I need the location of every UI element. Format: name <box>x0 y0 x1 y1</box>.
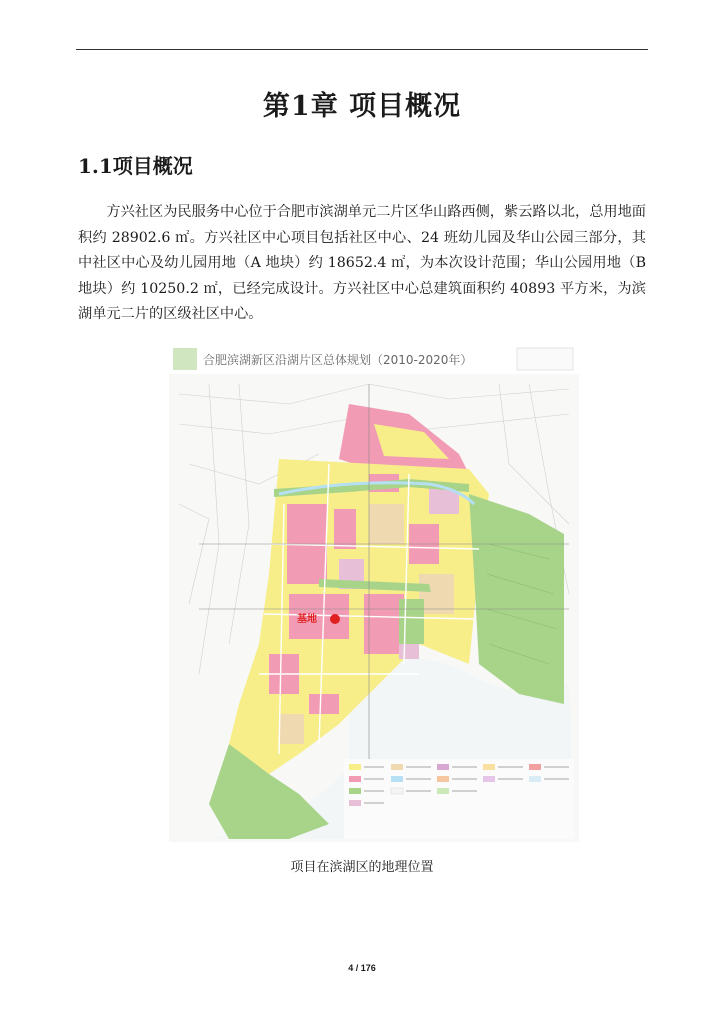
body-text <box>78 200 646 328</box>
body-paragraph: 方兴社区为民服务中心位于合肥市滨湖单元二片区华山路西侧，紫云路以北，总用地面积约 28902.6 ㎡。方兴社区中心项目包括社区中心、24 班幼儿园及华山公园三部分，其中社区中心及幼儿园用地（A 地块）约 18652.4 ㎡，为本次设计范围；华山公园用地（B 地块）约 10250.2 ㎡，已经完成设计。方兴社区中心总建筑面积约 40893 平方米，为滨湖单元二片的区级社区中心。 <box>78 204 646 322</box>
planning-map <box>169 344 579 842</box>
site-marker-icon <box>330 614 340 624</box>
figure-caption: 项目在滨湖区的地理位置 <box>290 860 434 875</box>
section-title: 1.1项目概况 <box>78 154 193 178</box>
header-rule <box>76 49 648 50</box>
map-title: 合肥滨湖新区沿湖片区总体规划（2010-2020年） <box>203 353 473 367</box>
chapter-title: 第1章 项目概况 <box>262 91 462 122</box>
page-number: 4 / 176 <box>348 963 376 973</box>
site-marker-label: 基地 <box>297 614 317 625</box>
planning-map-figure <box>169 344 579 842</box>
map-logo-icon <box>173 348 197 370</box>
